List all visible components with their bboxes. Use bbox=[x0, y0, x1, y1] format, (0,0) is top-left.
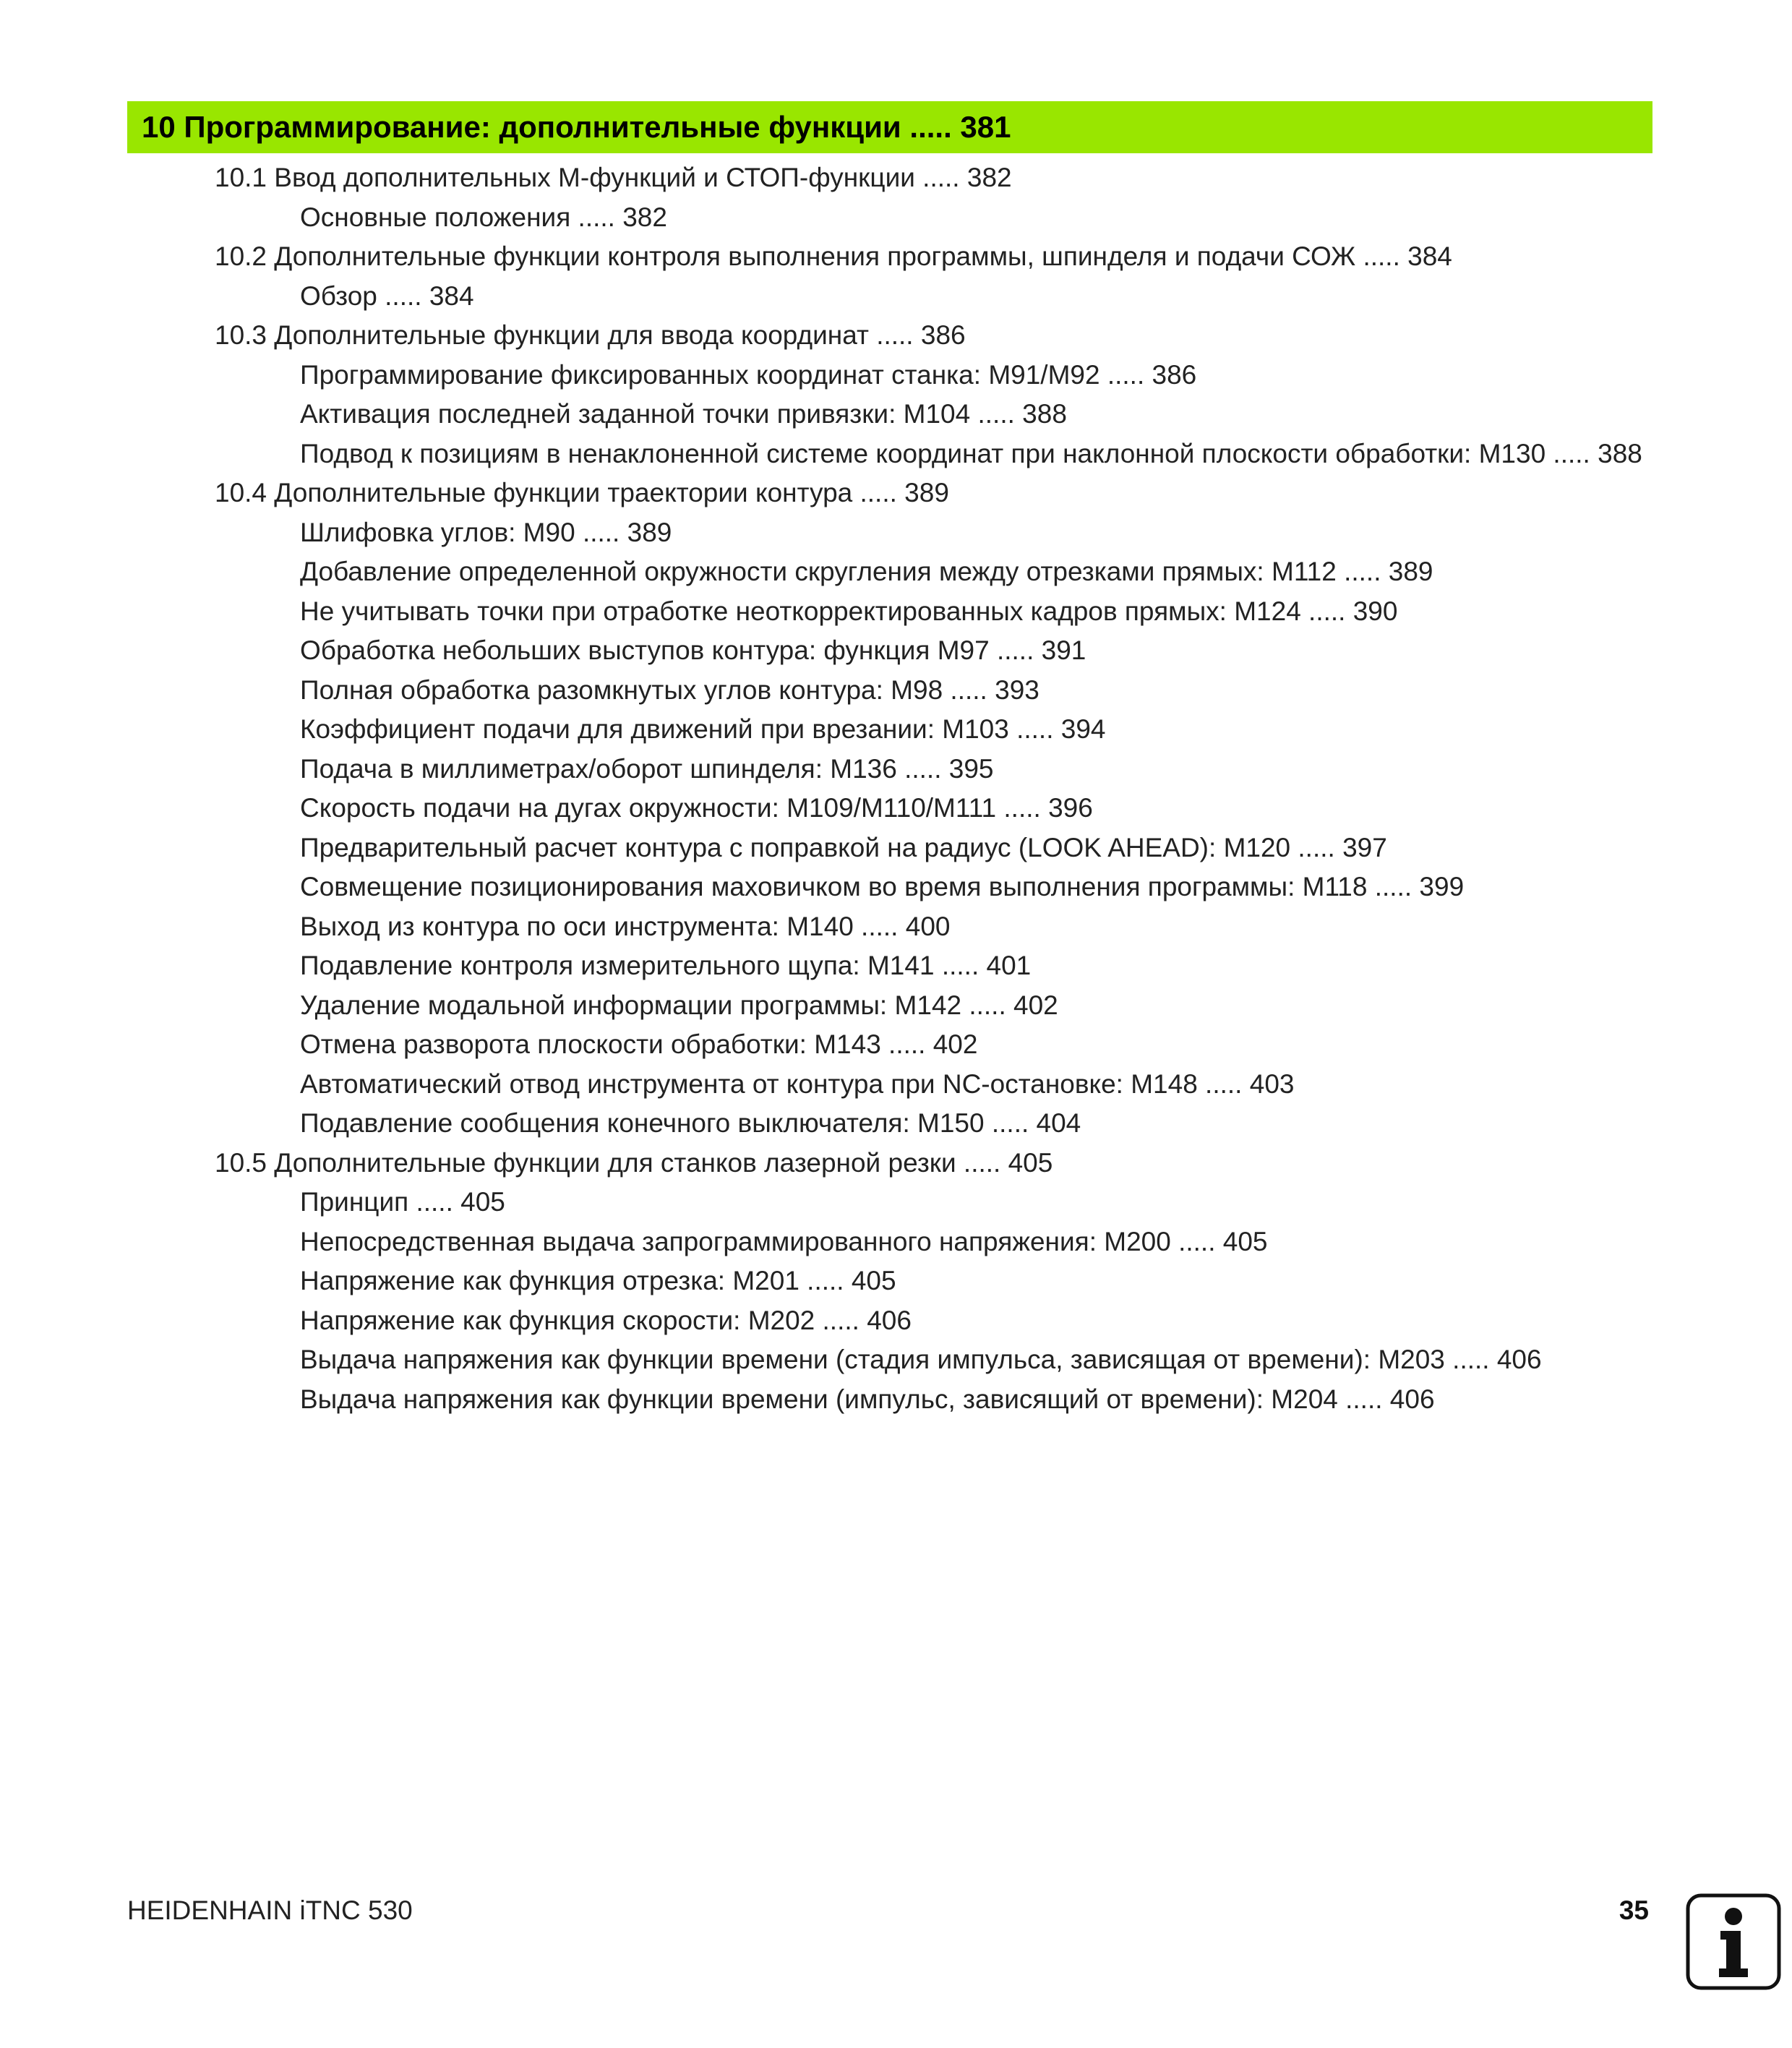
toc-subsection-entry[interactable]: Шлифовка углов: M90 ..... 389 bbox=[300, 517, 672, 547]
toc-subsection-entry[interactable]: Скорость подачи на дугах окружности: M109/M110/M111 ..... 396 bbox=[300, 793, 1093, 823]
toc-subsection-entry[interactable]: Совмещение позиционирования маховичком во время выполнения программы: M118 ..... 399 bbox=[300, 872, 1465, 901]
toc-subsection-entry[interactable]: Выдача напряжения как функции времени (импульс, зависящий от времени): M204 ..... 406 bbox=[300, 1384, 1435, 1414]
chapter-title: 10 Программирование: дополнительные функции ..... 381 bbox=[142, 110, 1011, 144]
toc-subsection-entry[interactable]: Основные положения ..... 382 bbox=[300, 202, 667, 232]
chapter-heading bbox=[127, 101, 1652, 153]
toc-subsection-entry[interactable]: Выдача напряжения как функции времени (стадия импульса, зависящая от времени): M203 ..... 406 bbox=[300, 1345, 1542, 1374]
toc-subsection-entry[interactable]: Подавление контроля измерительного щупа: M141 ..... 401 bbox=[300, 951, 1032, 980]
toc-subsection-entry[interactable]: Удаление модальной информации программы: M142 ..... 402 bbox=[300, 990, 1058, 1020]
toc-subsection-entry[interactable]: Программирование фиксированных координат станка: M91/M92 ..... 386 bbox=[300, 359, 1197, 390]
table-of-contents bbox=[0, 158, 1792, 1419]
toc-subsection-entry[interactable]: Автоматический отвод инструмента от контура при NC-остановке: M148 ..... 403 bbox=[300, 1068, 1295, 1099]
toc-subsection-entry[interactable]: Подача в миллиметрах/оборот шпинделя: M136 ..... 395 bbox=[300, 753, 994, 784]
toc-subsection-entry[interactable]: Подвод к позициям в ненаклоненной системе координат при наклонной плоскости обработки: M130 ..... 388 bbox=[300, 438, 1642, 468]
toc-subsection-entry[interactable]: Активация последней заданной точки привязки: M104 ..... 388 bbox=[300, 399, 1067, 429]
toc-subsection-entry[interactable]: Полная обработка разомкнутых углов контура: M98 ..... 393 bbox=[300, 674, 1039, 705]
toc-subsection-entry[interactable]: Предварительный расчет контура с поправкой на радиус (LOOK AHEAD): M120 ..... 397 bbox=[300, 832, 1387, 862]
toc-subsection-entry[interactable]: Напряжение как функция скорости: M202 ..... 406 bbox=[300, 1305, 912, 1335]
toc-subsection-entry[interactable]: Коэффициент подачи для движений при врезании: M103 ..... 394 bbox=[300, 714, 1106, 744]
toc-subsection-entry[interactable]: Принцип ..... 405 bbox=[300, 1187, 505, 1217]
toc-subsection-entry[interactable]: Добавление определенной окружности скругления между отрезками прямых: M112 ..... 389 bbox=[300, 557, 1433, 586]
toc-subsection-entry[interactable]: Отмена разворота плоскости обработки: M143 ..... 402 bbox=[300, 1029, 978, 1059]
page-number: 35 bbox=[1619, 1895, 1649, 1925]
toc-section-entry[interactable]: 10.1 Ввод дополнительных М-функций и СТОП-функции ..... 382 bbox=[215, 163, 1012, 192]
toc-subsection-entry[interactable]: Напряжение как функция отрезка: M201 ..... 405 bbox=[300, 1266, 896, 1295]
toc-subsection-entry[interactable]: Обзор ..... 384 bbox=[300, 280, 474, 311]
toc-section-entry[interactable]: 10.3 Дополнительные функции для ввода координат ..... 386 bbox=[215, 320, 966, 350]
info-icon bbox=[1686, 1893, 1781, 1990]
toc-section-entry[interactable]: 10.4 Дополнительные функции траектории контура ..... 389 bbox=[215, 478, 949, 507]
footer-product-name: HEIDENHAIN iTNC 530 bbox=[127, 1895, 413, 1925]
toc-section-entry[interactable]: 10.5 Дополнительные функции для станков лазерной резки ..... 405 bbox=[215, 1147, 1053, 1178]
toc-subsection-entry[interactable]: Выход из контура по оси инструмента: M140 ..... 400 bbox=[300, 911, 951, 941]
toc-subsection-entry[interactable]: Непосредственная выдача запрограммированного напряжения: M200 ..... 405 bbox=[300, 1226, 1268, 1256]
toc-section-entry[interactable]: 10.2 Дополнительные функции контроля выполнения программы, шпинделя и подачи СОЖ ..... 384 bbox=[215, 241, 1452, 271]
toc-subsection-entry[interactable]: Не учитывать точки при отработке неоткорректированных кадров прямых: M124 ..... 390 bbox=[300, 596, 1398, 626]
toc-subsection-entry[interactable]: Подавление сообщения конечного выключателя: M150 ..... 404 bbox=[300, 1108, 1081, 1138]
toc-subsection-entry[interactable]: Обработка небольших выступов контура: функция M97 ..... 391 bbox=[300, 635, 1086, 665]
